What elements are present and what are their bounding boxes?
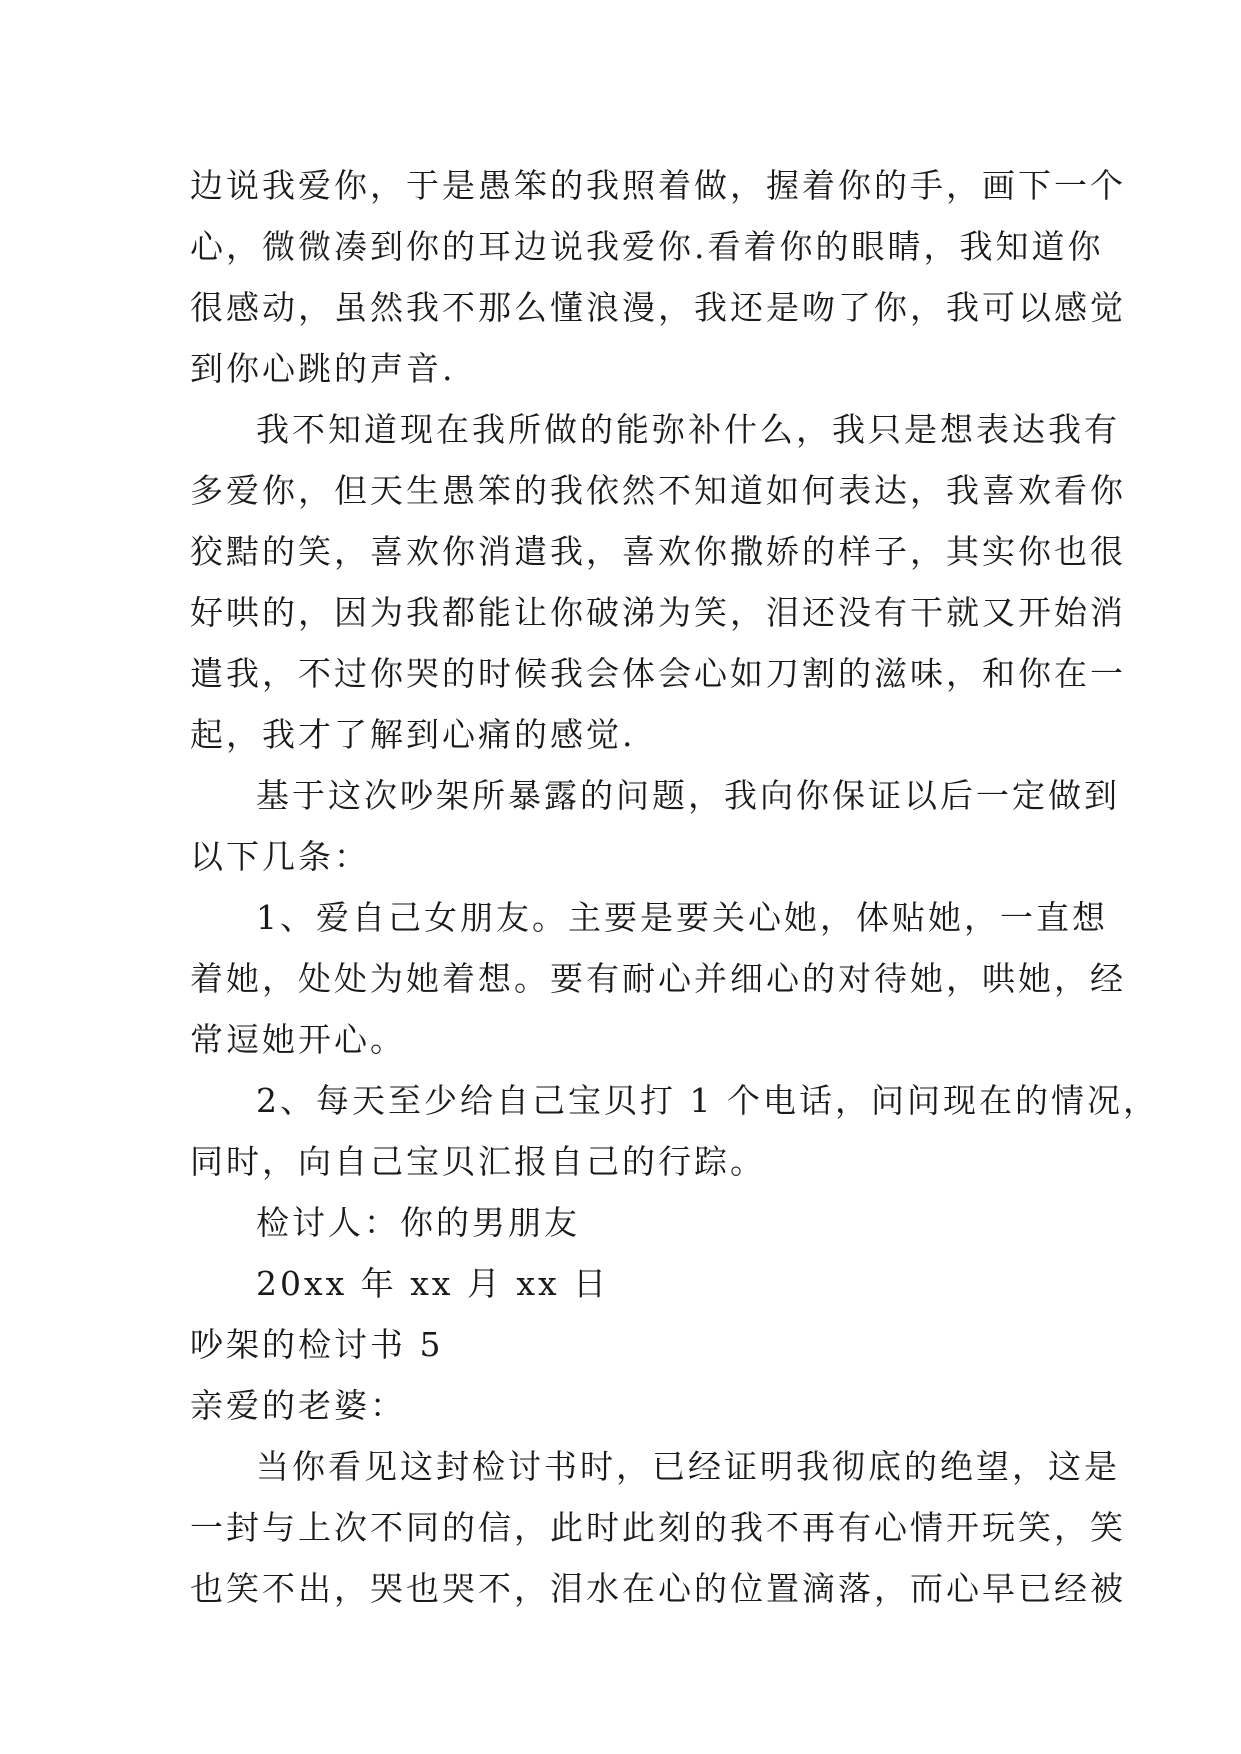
text-line: 很感动，虽然我不那么懂浪漫，我还是吻了你，我可以感觉 <box>190 288 1126 327</box>
text-line: 心，微微凑到你的耳边说我爱你.看着你的眼睛，我知道你 <box>190 227 1104 266</box>
signature-line: 检讨人：你的男朋友 <box>256 1203 580 1242</box>
text-line: 以下几条： <box>190 837 370 876</box>
text-line: 好哄的，因为我都能让你破涕为笑，泪还没有干就又开始消 <box>190 593 1126 632</box>
text-line: 边说我爱你，于是愚笨的我照着做，握着你的手，画下一个 <box>190 166 1126 205</box>
text-line: 到你心跳的声音. <box>190 349 456 388</box>
date <box>190 1253 1060 1314</box>
text-line: 2、每天至少给自己宝贝打 1 个电话，问问现在的情况， <box>256 1081 1159 1120</box>
text-line: 同时，向自己宝贝汇报自己的行踪。 <box>190 1142 766 1181</box>
text-line: 起，我才了解到心痛的感觉. <box>190 715 636 754</box>
salutation <box>190 1375 1060 1436</box>
text-line: 也笑不出，哭也哭不，泪水在心的位置滴落，而心早已经被 <box>190 1569 1126 1608</box>
list-item-1 <box>190 887 1126 1070</box>
text-line: 1、爱自己女朋友。主要是要关心她，体贴她，一直想 <box>256 898 1108 937</box>
text-line: 常逗她开心。 <box>190 1020 406 1059</box>
section-title <box>190 1314 1060 1375</box>
text-line: 当你看见这封检讨书时，已经证明我彻底的绝望，这是 <box>256 1447 1120 1486</box>
text-line: 多爱你，但天生愚笨的我依然不知道如何表达，我喜欢看你 <box>190 471 1126 510</box>
paragraph-1 <box>190 155 1126 399</box>
text-line: 一封与上次不同的信，此时此刻的我不再有心情开玩笑，笑 <box>190 1508 1126 1547</box>
text-line: 基于这次吵架所暴露的问题，我向你保证以后一定做到 <box>256 776 1120 815</box>
document-body <box>190 155 1159 1619</box>
heading-line: 吵架的检讨书 5 <box>190 1325 444 1364</box>
text-line: 我不知道现在我所做的能弥补什么，我只是想表达我有 <box>256 410 1120 449</box>
list-item-2 <box>190 1070 1159 1192</box>
paragraph-3 <box>190 765 1120 887</box>
text-line: 狡黠的笑，喜欢你消遣我，喜欢你撒娇的样子，其实你也很 <box>190 532 1126 571</box>
paragraph-2 <box>190 399 1126 765</box>
paragraph-4 <box>190 1436 1126 1619</box>
date-line: 20xx 年 xx 月 xx 日 <box>256 1264 610 1303</box>
text-line: 遣我，不过你哭的时候我会体会心如刀割的滋味，和你在一 <box>190 654 1126 693</box>
signature <box>190 1192 1060 1253</box>
salutation-line: 亲爱的老婆： <box>190 1386 406 1425</box>
text-line: 着她，处处为她着想。要有耐心并细心的对待她，哄她，经 <box>190 959 1126 998</box>
